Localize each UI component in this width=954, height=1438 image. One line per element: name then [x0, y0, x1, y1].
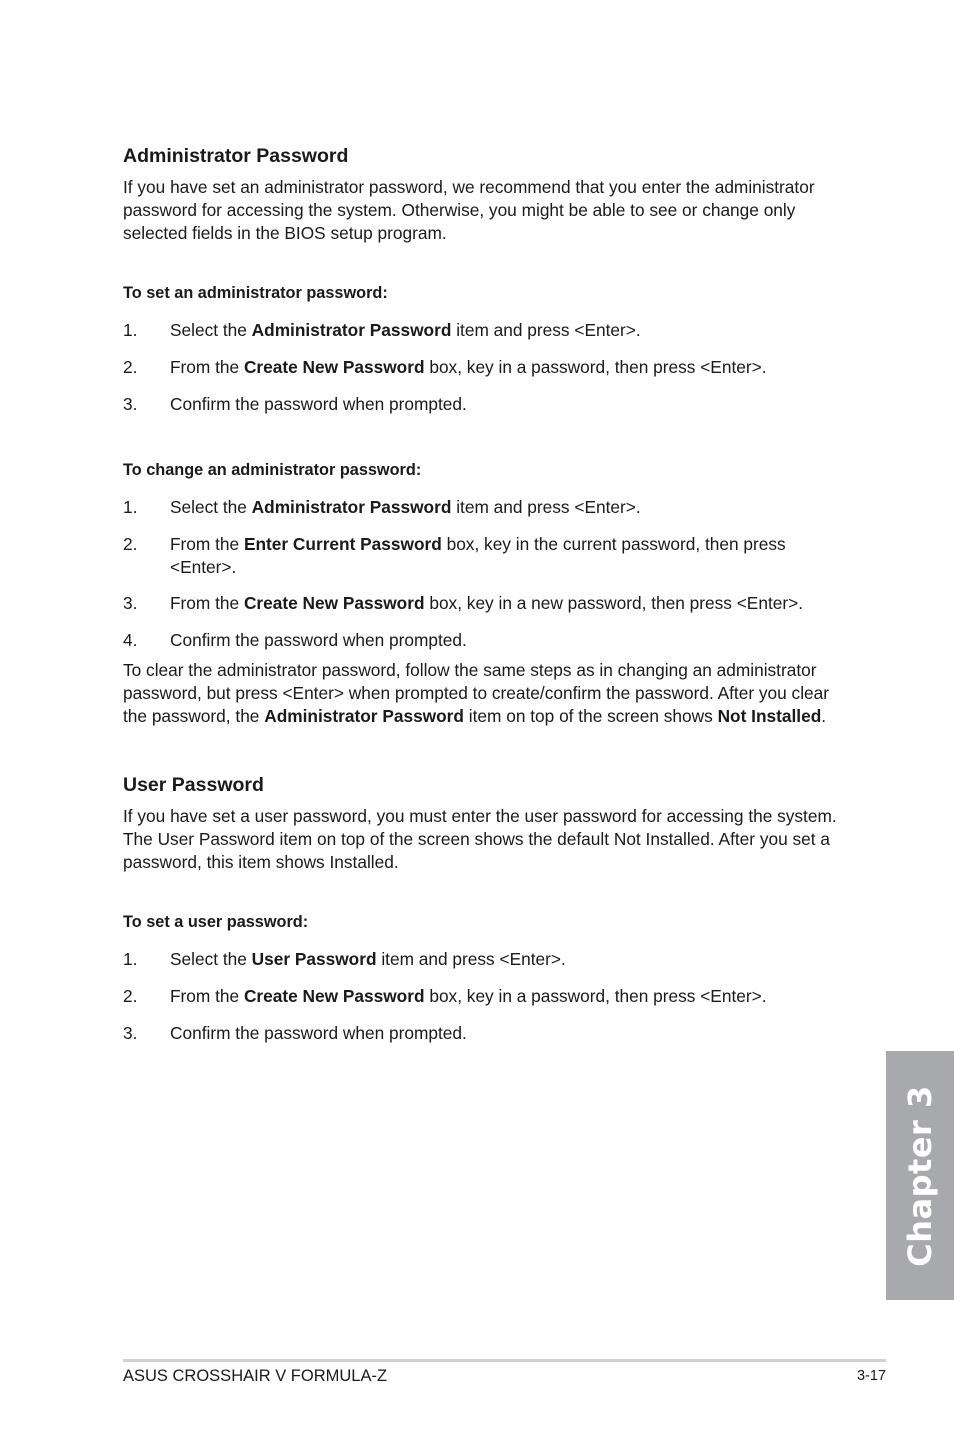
step-item [123, 985, 843, 1008]
set-user-password-title: To set a user password: [123, 913, 309, 931]
step-item [123, 393, 843, 416]
step-item [123, 496, 843, 519]
footer-product-name: ASUS CROSSHAIR V FORMULA-Z [123, 1367, 388, 1385]
footer-page-number: 3-17 [856, 1368, 886, 1384]
clear-admin-password-note: To clear the administrator password, follow the same steps as in changing an administrator password, but press <Enter> when prompted to create/confirm the password. After you clear the password, the Administrator Password item on top of the screen shows Not Installed. [123, 660, 830, 727]
step-text: Confirm the password when prompted. [170, 1023, 467, 1043]
step-number: 4. [123, 630, 138, 650]
step-number: 2. [123, 986, 138, 1006]
set-admin-password-title: To set an administrator password: [123, 284, 388, 302]
step-text: From the Create New Password box, key in a password, then press <Enter>. [170, 986, 767, 1006]
step-text: From the Create New Password box, key in a new password, then press <Enter>. [170, 593, 804, 613]
step-item [123, 948, 843, 971]
step-number: 2. [123, 357, 138, 377]
user-password-heading: User Password [123, 774, 264, 796]
footer-divider [123, 1359, 886, 1362]
step-text: Confirm the password when prompted. [170, 630, 467, 650]
step-text: Select the User Password item and press <Enter>. [170, 949, 566, 969]
step-item [123, 356, 843, 379]
step-number: 1. [123, 320, 138, 340]
chapter-tab [886, 1051, 954, 1300]
step-text: Confirm the password when prompted. [170, 394, 467, 414]
step-item [123, 319, 843, 342]
admin-password-heading: Administrator Password [123, 145, 349, 167]
admin-password-intro: If you have set an administrator password, we recommend that you enter the administrator password for accessing the system. Otherwise, you might be able to see or change only selected fields in the BIOS setup program. [123, 177, 815, 244]
chapter-label: Chapter 3 [901, 1084, 939, 1267]
step-item [123, 592, 843, 615]
step-number: 2. [123, 534, 138, 554]
step-number: 1. [123, 949, 138, 969]
change-admin-password-title: To change an administrator password: [123, 461, 422, 479]
step-text: From the Create New Password box, key in a password, then press <Enter>. [170, 357, 767, 377]
step-number: 3. [123, 394, 138, 414]
step-text: Select the Administrator Password item and press <Enter>. [170, 497, 641, 517]
step-item [123, 533, 843, 579]
step-item [123, 1022, 843, 1045]
step-text: From the Enter Current Password box, key in the current password, then press <Enter>. [170, 534, 786, 578]
step-number: 3. [123, 593, 138, 613]
step-number: 3. [123, 1023, 138, 1043]
step-text: Select the Administrator Password item and press <Enter>. [170, 320, 641, 340]
step-number: 1. [123, 497, 138, 517]
user-password-intro: If you have set a user password, you must enter the user password for accessing the system. The User Password item on top of the screen shows the default Not Installed. After you set a password, this item shows Installed. [123, 806, 837, 873]
step-item [123, 629, 843, 652]
